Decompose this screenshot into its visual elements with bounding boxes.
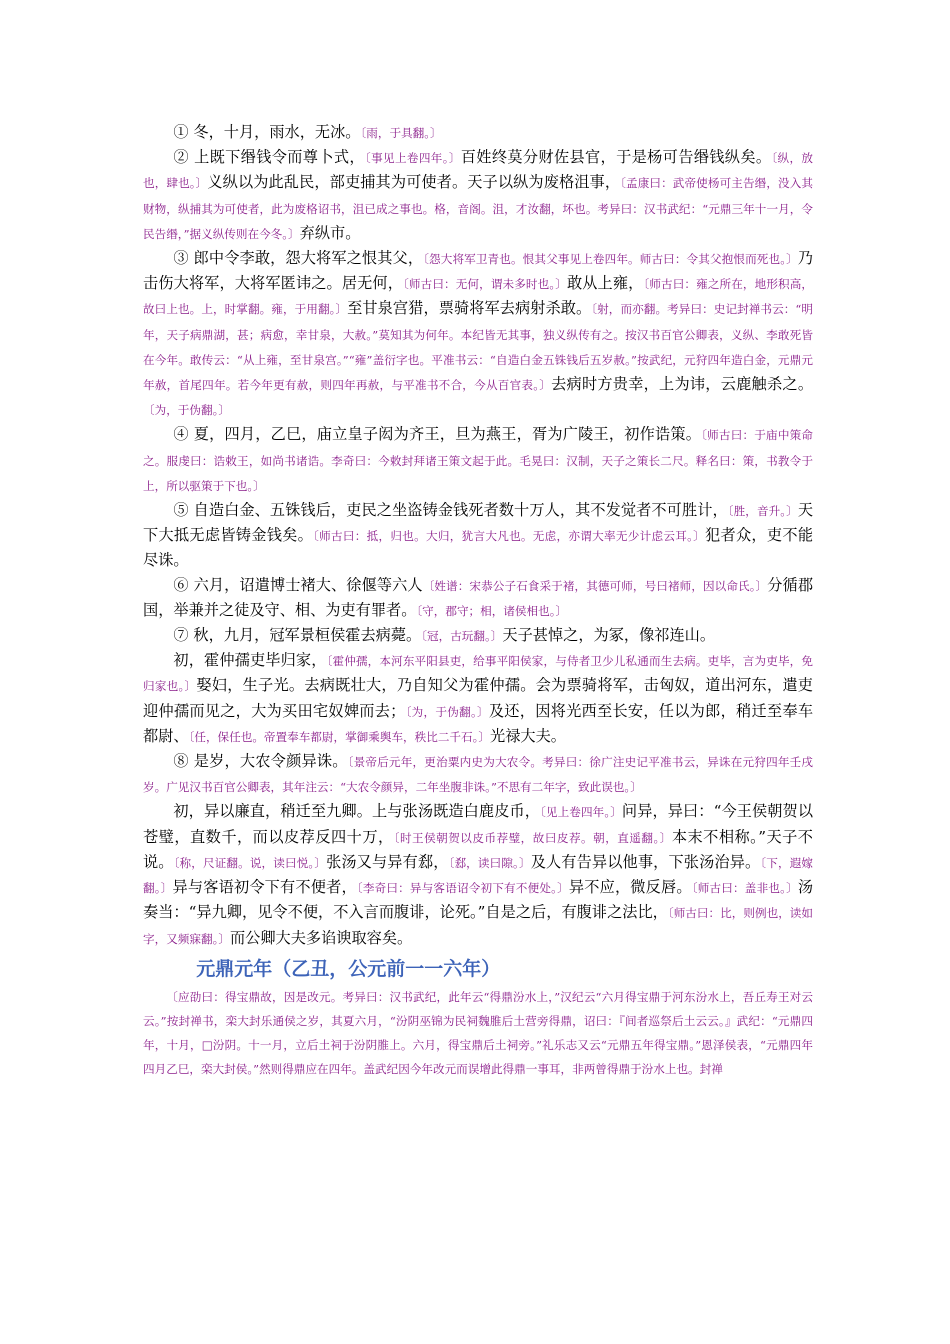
main-text: 张汤又与异有郄， bbox=[326, 852, 449, 871]
main-text: 初，霍仲孺吏毕归家， bbox=[173, 651, 327, 670]
commentary-note: 〔孟康曰：武帝使杨可主告缗，没入其财物，纵捕其为可使者，此为废格诏书，沮已成之事也。格，音阁。沮，才汝翻，坏也。考异曰：汉书武纪：“元鼎三年十一月，令民告缗，”据义纵传则在今冬。〕 bbox=[143, 176, 814, 241]
commentary-note: 〔时王侯朝贺以皮币荐璧，故曰皮荐。朝，直遥翻。〕 bbox=[393, 830, 672, 845]
main-text: 而公卿大夫多谄谀取容矣。 bbox=[229, 928, 413, 947]
text-paragraph bbox=[143, 145, 813, 246]
main-text: 初，异以廉直，稍迁至九卿。上与张汤既造白鹿皮币， bbox=[173, 802, 541, 821]
commentary-note: 〔称，尺证翻。说，读曰悦。〕 bbox=[173, 855, 327, 870]
commentary-note: 〔为，于伪翻。〕 bbox=[143, 403, 230, 418]
main-text: 分循郡国，举兼并之徒及守、相、为吏有罪者。 bbox=[143, 575, 814, 619]
text-paragraph bbox=[143, 422, 813, 498]
commentary-note: 〔师古曰：于庙中策命之。服虔曰：诰敕王，如尚书诸诰。李奇曰：今敕封拜诸王策文起于此。毛晃曰：汉制，天子之策长二尺。释名曰：策，书教令于上，所以驱策于下也。〕 bbox=[143, 428, 814, 493]
commentary-note: 〔师古曰：无何，谓未多时也。〕 bbox=[403, 277, 567, 292]
main-text: 汤奏当：“异九卿，见令不便，不入言而腹诽，论死。”自是之后，有腹诽之法比， bbox=[143, 878, 814, 922]
main-text: 弃纵市。 bbox=[299, 223, 361, 242]
main-text: 至甘泉宫猎，票骑将军去病射杀敢。 bbox=[347, 299, 592, 318]
commentary-note: 〔师古曰：比，则例也，读如字，又频寐翻。〕 bbox=[143, 906, 814, 946]
main-text: 异与客语初令下有不便者， bbox=[172, 878, 357, 897]
main-text: 敢从上雍， bbox=[566, 274, 644, 293]
text-paragraph bbox=[143, 648, 813, 749]
text-paragraph bbox=[143, 623, 813, 648]
main-text: ⑤ 自造白金、五铢钱后，吏民之坐盗铸金钱死者数十万人，其不发觉者不可胜计， bbox=[173, 501, 728, 520]
main-text: ① 冬，十月，雨水，无冰。 bbox=[173, 123, 361, 141]
commentary-paragraph: 〔应劭曰：得宝鼎故，因是改元。考异曰：汉书武纪，此年云“得鼎汾水上，”汉纪云“六月得宝鼎于河东汾水上，吾丘寿王对云云。”按封禅书，栾大封乐通侯之岁，其夏六月，“汾阴巫锦为民祠魏脽后土营旁得鼎，诏曰：『间者巡祭后土云云。』武纪：“元鼎四年，十月，□汾阴。十一月，立后土祠于汾阴脽上。六月，得宝鼎后土祠旁。”礼乐志又云“元鼎五年得宝鼎。”恩泽侯表，“元鼎四年四月乙巳，栾大封侯。”然则得鼎应在四年。盖武纪因今年改元而误增此得鼎一事耳，非两曾得鼎于汾水上也。封禅 bbox=[143, 989, 813, 1077]
commentary-note: 〔师古曰：盖非也。〕 bbox=[691, 881, 798, 896]
main-text: ④ 夏，四月，乙巳，庙立皇子闳为齐王，旦为燕王，胥为广陵王，初作诰策。 bbox=[173, 425, 702, 444]
paragraph-list bbox=[143, 120, 813, 951]
commentary-note: 〔守，郡守；相，诸侯相也。〕 bbox=[416, 603, 568, 618]
commentary-note: 〔纵，放也，肆也。〕 bbox=[143, 151, 814, 191]
main-text: 犯者众，吏不能尽诛。 bbox=[143, 526, 814, 570]
commentary-note: 〔霍仲孺，本河东平阳县吏，给事平阳侯家，与侍者卫少儿私通而生去病。吏毕，言为吏毕，免归家也。〕 bbox=[143, 654, 813, 694]
commentary-note: 〔任，保任也。帝置奉车都尉，掌御乘舆车，秩比二千石。〕 bbox=[188, 729, 490, 744]
text-paragraph bbox=[143, 799, 813, 950]
main-text: 去病时方贵幸，上为讳，云鹿触杀之。 bbox=[551, 375, 814, 394]
main-text: 问异，异曰：“今王侯朝贺以苍璧，直数千，而以皮荐反四十万， bbox=[143, 802, 814, 846]
main-text: ⑥ 六月，诏遣博士褚大、徐偃等六人 bbox=[173, 575, 423, 594]
commentary-note: 〔为，于伪翻。〕 bbox=[405, 704, 489, 719]
text-paragraph bbox=[143, 573, 813, 623]
text-paragraph bbox=[143, 749, 813, 799]
text-paragraph bbox=[143, 246, 813, 422]
commentary-note: 〔郄，读曰隙。〕 bbox=[448, 855, 531, 870]
commentary-note: 〔师古曰：抵，归也。大归，犹言大凡也。无虑，亦谓大率无少计虑云耳。〕 bbox=[313, 529, 706, 544]
commentary-note: 〔冠，古玩翻。〕 bbox=[421, 629, 503, 644]
commentary-note: 〔事见上卷四年。〕 bbox=[364, 151, 461, 166]
commentary-note: 〔胜，音升。〕 bbox=[727, 504, 798, 519]
main-text: 及人有告异以他事，下张汤治异。 bbox=[530, 852, 761, 871]
commentary-note: 〔雨，于具翻。〕 bbox=[360, 126, 442, 140]
main-text: 娶妇，生子光。去病既壮大，乃自知父为霍仲孺。会为票骑将军，击匈奴，道出河东，遣吏迎仲孺而见之，大为买田宅奴婢而去； bbox=[143, 676, 813, 720]
main-text: 及还，因将光西至长安，任以为郎，稍迁至奉车都尉、 bbox=[143, 701, 814, 745]
main-text: ⑧ 是岁，大农令颜异诛。 bbox=[173, 752, 348, 771]
main-text: 天下大抵无虑皆铸金钱矣。 bbox=[143, 501, 814, 545]
main-text: 异不应，微反唇。 bbox=[568, 878, 692, 897]
commentary-note: 〔姓谱：宋恭公子石食采于褚，其德可师，号曰褚师，因以命氏。〕 bbox=[422, 578, 768, 593]
commentary-note: 〔景帝后元年，更治粟内史为大农令。考异曰：徐广注史记平准书云，异诛在元狩四年壬戌岁。广见汉书百官公卿表，其年注云：“大农令颜异，二年坐腹非诛。”不思有二年字，致此误也。〕 bbox=[143, 755, 814, 795]
main-text: ⑦ 秋，九月，冠军景桓侯霍去病薨。 bbox=[173, 626, 422, 645]
commentary-note: 〔怨大将军卫青也。恨其父事见上卷四年。师古曰：令其父抱恨而死也。〕 bbox=[423, 252, 798, 267]
main-text: ② 上既下缗钱令而尊卜式， bbox=[173, 148, 365, 167]
document-body bbox=[143, 120, 813, 1082]
commentary-note: 〔师古曰：雍之所在，地形积高，故曰上也。上，时掌翻。雍，于用翻。〕 bbox=[143, 277, 814, 317]
main-text: ③ 郎中令李敢，怨大将军之恨其父， bbox=[173, 249, 424, 268]
text-paragraph bbox=[143, 120, 813, 145]
commentary-note: 〔见上卷四年。〕 bbox=[540, 805, 622, 820]
commentary-note: 〔李奇曰：异与客语诏令初下有不便处。〕 bbox=[356, 881, 569, 896]
main-text: 本末不相称。”天子不说。 bbox=[143, 827, 813, 871]
year-heading: 元鼎元年（乙丑，公元前一一六年） bbox=[196, 957, 501, 980]
main-text: 百姓终莫分财佐县官，于是杨可告缗钱纵矣。 bbox=[460, 148, 772, 167]
commentary-note: 〔下，遐嫁翻。〕 bbox=[143, 855, 814, 896]
main-text: 义纵以为此乱民，部吏捕其为可使者。天子以纵为废格沮事， bbox=[207, 173, 621, 192]
commentary-note: 〔射，而亦翻。考异曰：史记封禅书云：“明年，天子病鼎湖，甚；病愈，幸甘泉，大赦。”莫知其为何年。本纪皆无其事，独义纵传有之。按汉书百官公卿表，义纵、李敢死皆在今年。敢传云：“从上雍，至甘泉宫。”“雍”盖衍字也。平准书云：“自造白金五铢钱后五岁赦。”按武纪，元狩四年造白金，元鼎元年赦，首尾四年。若今年更有赦，则四年再赦，与平准书不合，今从百官表。〕 bbox=[143, 302, 814, 393]
text-paragraph bbox=[143, 498, 813, 573]
main-text: 天子甚悼之，为冢，像祁连山。 bbox=[502, 626, 715, 645]
main-text: 乃击伤大将军，大将军匿讳之。居无何， bbox=[143, 249, 814, 293]
main-text: 光禄大夫。 bbox=[490, 726, 566, 745]
